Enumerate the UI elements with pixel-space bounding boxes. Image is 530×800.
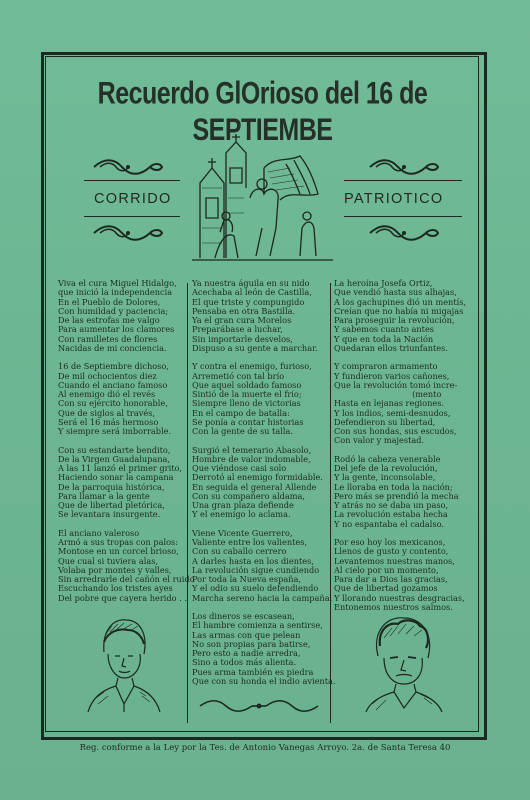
verse-line: Nacidas de mi conciencia. bbox=[58, 342, 167, 353]
verse-line: Y no espantaba el cadalso. bbox=[334, 518, 445, 529]
left-bottom-ornament-icon bbox=[92, 222, 164, 244]
verse-line: De la parroquia histórica, bbox=[58, 481, 165, 492]
verse-line: Será el 16 más hermoso bbox=[58, 416, 159, 427]
verse-line: Pero esto a nadie arredra, bbox=[192, 648, 301, 658]
verse-line: Valiente entre los valientes, bbox=[192, 537, 308, 547]
verse-line: Que viéndose casi solo bbox=[192, 463, 287, 473]
verse-line: Con sus hondas, sus escudos, bbox=[334, 426, 457, 436]
verse-line: Las armas con que pelean bbox=[192, 629, 301, 640]
verse-line: Ya nuestra águila en su nido bbox=[192, 278, 310, 288]
verse-line: Hasta en lejanas regiones. bbox=[334, 398, 445, 409]
verse-line: Del pobre que cayera herido . . bbox=[58, 592, 187, 603]
verse-line: En seguida el general Allende bbox=[192, 481, 317, 492]
verse-line: (mento bbox=[334, 389, 442, 399]
verse-line: A los gachupines dió un mentís, bbox=[334, 296, 467, 307]
verse-line: que inició la independencia bbox=[58, 287, 173, 298]
verse-line: Y fundieron varios cañones, bbox=[334, 370, 450, 381]
verse-line: En el campo de batalla: bbox=[192, 407, 290, 418]
verse-line: Y atrás no se daba un paso, bbox=[334, 500, 449, 510]
verse-line: Arremetió con tal brío bbox=[192, 370, 285, 381]
verse-line: Para aumentar los clamores bbox=[58, 324, 175, 335]
verse-line: Y la gente, inconsolable, bbox=[334, 472, 436, 483]
verse-line: La revolución estaba hecha bbox=[334, 509, 448, 520]
verse-line: Acechaba al león de Castilla, bbox=[192, 287, 312, 298]
verse-line: En el Pueblo de Dolores, bbox=[58, 296, 161, 307]
right-verse-column bbox=[334, 279, 474, 612]
verse-line: Haciendo sonar la campana bbox=[58, 472, 174, 483]
verse-line: Pero más se prendió la mecha bbox=[334, 490, 459, 501]
verse-line: Pues arma también es piedra bbox=[192, 666, 314, 677]
verse-line: Viva el cura Miguel Hidalgo, bbox=[58, 278, 177, 288]
left-label-rule-top bbox=[84, 180, 180, 181]
verse-line: Sin importarle desvelos, bbox=[192, 333, 293, 344]
verse-line: Y llorando nuestras desgracias, bbox=[334, 592, 465, 603]
verse-line: La heroína Josefa Ortiz, bbox=[334, 278, 433, 288]
verse-line: Que cual si tuviera alas, bbox=[58, 555, 159, 566]
verse-line: Escuchando los tristes ayes bbox=[58, 583, 173, 594]
verse-line: Al cielo por un momento, bbox=[334, 564, 439, 575]
verse-line: El que triste y compungido bbox=[192, 296, 305, 307]
verse-line: Montose en un corcel brioso, bbox=[58, 546, 179, 557]
verse-line: Con su estandarte bendito, bbox=[58, 444, 171, 455]
verse-line: Se levantara insurgente. bbox=[58, 509, 161, 520]
verse-line: Le lloraba en toda la nación; bbox=[334, 481, 453, 492]
verse-line: Se ponía a contar historias bbox=[192, 416, 304, 427]
verse-line: Y compraron armamento bbox=[334, 361, 438, 372]
verse-line: Preparábase a luchar, bbox=[192, 324, 283, 335]
verse-line: Que de siglos al través, bbox=[58, 407, 155, 418]
verse-line: Quedaran ellos triunfantes. bbox=[334, 342, 448, 353]
verse-line: Que con su honda el indio avienta. bbox=[192, 675, 336, 686]
verse-line: Dispuso a su gente a marchar. bbox=[192, 342, 318, 353]
verse-line: Siempre lleno de victorias bbox=[192, 398, 301, 409]
right-bottom-ornament-icon bbox=[368, 222, 440, 244]
right-portrait-icon bbox=[358, 612, 448, 712]
verse-line: Al enemigo dió el revés bbox=[58, 389, 156, 399]
left-portrait-icon bbox=[82, 612, 164, 712]
verse-line: Cuando el anciano famoso bbox=[58, 379, 168, 390]
verse-line: De mil ochocientos diez bbox=[58, 370, 157, 381]
verse-line: Con humildad y paciencia; bbox=[58, 305, 169, 316]
verse-line: Con valor y majestad. bbox=[334, 435, 425, 446]
verse-line: Creían que no había ni migajas bbox=[334, 305, 464, 316]
corrido-label: CORRIDO bbox=[94, 191, 172, 207]
verse-line: Defendieron su libertad, bbox=[334, 416, 436, 427]
verse-line: Sino a todos más alienta. bbox=[192, 657, 297, 668]
right-top-ornament-icon bbox=[368, 156, 440, 178]
hidalgo-banner-engraving-icon bbox=[190, 128, 335, 273]
verse-line: Del jefe de la revolución, bbox=[334, 463, 438, 473]
left-verse-column bbox=[58, 278, 195, 603]
verse-line: El anciano valeroso bbox=[58, 527, 140, 538]
verse-line: Con su caballo cerrero bbox=[192, 546, 287, 557]
verse-line: Para dar a Dios las gracias, bbox=[334, 574, 448, 584]
verse-line: Y sabemos cuanto antes bbox=[334, 324, 435, 335]
verse-line: 16 de Septiembre dichoso, bbox=[58, 361, 169, 372]
footer-imprint: Reg. conforme a la Ley por la Tes. de Antonio Vanegas Arroyo. 2a. de Santa Teresa 40 bbox=[79, 743, 451, 753]
verse-line: Para proseguir la revolución, bbox=[334, 315, 455, 325]
verse-line: Que de libertad gozamos bbox=[334, 583, 438, 594]
verse-line: Para llamar a la gente bbox=[58, 490, 150, 501]
verse-line: Sintió de la muerte el frío; bbox=[192, 389, 302, 399]
verse-line: Llenos de gusto y contento, bbox=[334, 546, 449, 557]
verse-line: Con ramilletes de flores bbox=[58, 333, 158, 344]
middle-verse-column bbox=[192, 278, 336, 686]
verse-line: El hambre comienza a sentirse, bbox=[192, 620, 323, 631]
verse-line: Con la gente de su talla. bbox=[192, 426, 293, 436]
verse-line: Levantemos nuestras manos, bbox=[334, 555, 455, 566]
verse-line: Una gran plaza defiende bbox=[192, 500, 294, 510]
verse-line: Sin arredrarle del cañón el ruido bbox=[58, 574, 195, 584]
verse-line: Los dineros se escasean, bbox=[192, 611, 295, 621]
left-label-rule-bottom bbox=[84, 216, 180, 217]
verse-line: Surgió el temerario Abasolo, bbox=[192, 444, 312, 455]
verse-line: Que vendió hasta sus alhajas, bbox=[334, 287, 457, 298]
verse-line: Derrotó al enemigo formidable. bbox=[192, 472, 323, 483]
verse-line: De las estrofas me valgo bbox=[58, 315, 160, 325]
right-label-rule-bottom bbox=[344, 216, 462, 217]
verse-line: Y contra el enemigo, furioso, bbox=[192, 361, 312, 372]
verse-line: Que la revolución tomó incre- bbox=[334, 379, 458, 390]
verse-line: Con su compañero aldama, bbox=[192, 490, 305, 501]
verse-line: De la Virgen Guadalupana, bbox=[58, 453, 170, 464]
verse-line: Por toda la Nueva españa, bbox=[192, 574, 301, 584]
verse-line: Y el odio su suelo defendiendo bbox=[192, 583, 319, 594]
page-title: Recuerdo GlOrioso del 16 de SEPTIEMBE bbox=[97, 76, 428, 148]
left-top-ornament-icon bbox=[92, 156, 164, 178]
verse-line: Ya el gran cura Morelos bbox=[192, 315, 292, 325]
verse-line: Rodó la cabeza venerable bbox=[334, 453, 441, 464]
verse-line: Y que en toda la Nación bbox=[334, 333, 434, 344]
middle-bottom-ornament-icon bbox=[196, 698, 322, 714]
verse-line: Que de libertad pletórica, bbox=[58, 500, 165, 510]
verse-line: Entonemos nuestros salmos. bbox=[334, 601, 453, 612]
verse-line: Y los indios, semi-desnudos, bbox=[334, 407, 451, 418]
verse-line: Y el enemigo lo aclama. bbox=[192, 509, 291, 520]
verse-line: Pensaba en otra Bastilla. bbox=[192, 305, 296, 316]
verse-line: Que aquel soldado famoso bbox=[192, 379, 302, 390]
verse-line: Con su ejército honorable, bbox=[58, 398, 168, 409]
column-divider-right bbox=[330, 283, 331, 723]
verse-line: No son propias para batirse, bbox=[192, 638, 311, 649]
verse-line: Armó a sus tropas con palos: bbox=[58, 537, 178, 547]
verse-line: Y siempre será imborrable. bbox=[58, 426, 172, 436]
verse-line: La revolución sigue cundiendo bbox=[192, 564, 320, 575]
patriotico-label: PATRIOTICO bbox=[344, 191, 444, 207]
right-label-rule-top bbox=[344, 180, 462, 181]
verse-line: A darles hasta en los dientes, bbox=[192, 555, 314, 566]
verse-line: A las 11 lanzó el primer grito, bbox=[58, 463, 183, 473]
verse-line: Hombre de valor indomable, bbox=[192, 453, 311, 464]
verse-line: Volaba por montes y valles, bbox=[58, 564, 172, 575]
verse-line: Viene Vicente Guerrero, bbox=[192, 527, 293, 538]
verse-line: Por eso hoy los mexicanos, bbox=[334, 537, 446, 547]
verse-line: Marcha sereno hacia la campaña. bbox=[192, 592, 333, 603]
